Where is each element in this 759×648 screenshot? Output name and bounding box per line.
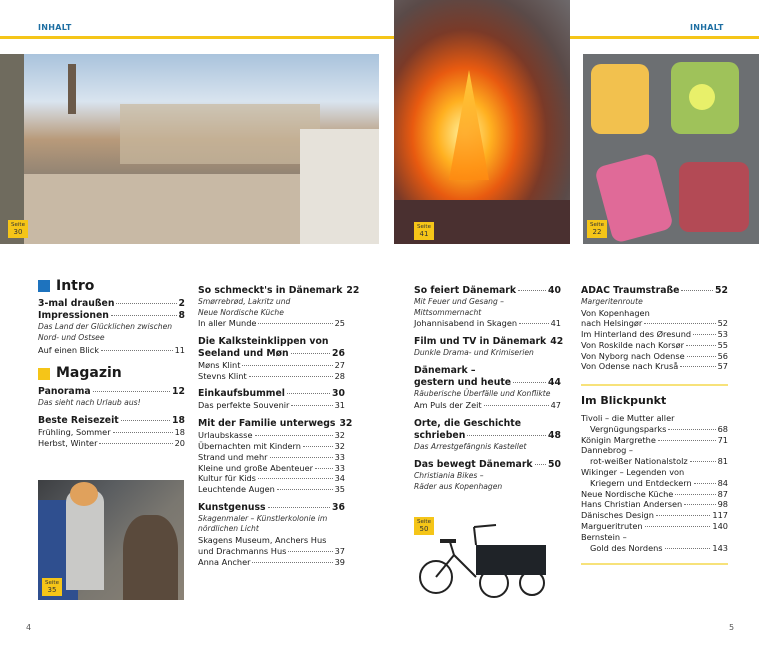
- entry-page: 27: [334, 359, 345, 370]
- badge-label: Seite: [590, 222, 604, 228]
- leader-dots: [518, 290, 546, 291]
- entry-page: 11: [174, 345, 185, 355]
- yellow-square-icon: [38, 368, 50, 380]
- leader-dots: [644, 323, 715, 324]
- leader-dots: [268, 507, 331, 508]
- seite-badge: [414, 222, 434, 240]
- leader-dots: [645, 526, 711, 527]
- spacer: [38, 408, 185, 415]
- entry-page: 53: [717, 329, 728, 340]
- entry-page: 26: [332, 347, 345, 359]
- entry-title: Anna Ancher: [198, 556, 251, 567]
- entry-title: Margueritruten: [581, 521, 643, 532]
- leader-dots: [668, 429, 715, 430]
- entry-title[interactable]: Wikinger – Legenden von: [581, 467, 685, 478]
- toc-entry[interactable]: [581, 351, 728, 362]
- header-rule: [570, 36, 759, 39]
- toc-entry[interactable]: [581, 424, 728, 435]
- entry-title: gestern und heute: [414, 377, 512, 389]
- entry-page: 40: [548, 285, 561, 296]
- entry-page: 52: [717, 318, 728, 329]
- entry-title[interactable]: Orte, die Geschichte: [414, 417, 522, 429]
- toc-entry[interactable]: [581, 361, 728, 372]
- cargo-bike-icon: [414, 515, 554, 605]
- entry-title: Königin Margrethe: [581, 434, 656, 445]
- entry-title: So feiert Dänemark: [414, 285, 517, 296]
- entry-title: Stevns Klint: [198, 370, 247, 381]
- toc-entry[interactable]: [581, 318, 728, 329]
- leader-dots: [687, 356, 716, 357]
- entry-title[interactable]: Tivoli – die Mutter aller: [581, 413, 675, 424]
- smorrebrod-photo: [583, 54, 759, 244]
- leader-dots: [690, 461, 716, 462]
- badge-page: 30: [13, 228, 23, 236]
- entry-title: Beste Reisezeit: [38, 415, 119, 427]
- entry-subtitle: Margeritenroute: [581, 297, 643, 306]
- entry-subtitle: Nord- und Ostsee: [38, 332, 105, 342]
- entry-page: 41: [550, 318, 561, 328]
- log: [123, 515, 178, 600]
- entry-title: und Drachmanns Hus: [198, 545, 287, 556]
- entry-page: 48: [548, 429, 561, 441]
- toc-entry[interactable]: [581, 521, 728, 532]
- entry-page: 98: [717, 499, 728, 510]
- badge-page: 22: [592, 228, 602, 236]
- leader-dots: [242, 365, 332, 366]
- entry-page: 44: [548, 377, 561, 389]
- toc-entry[interactable]: [38, 345, 185, 356]
- toc-entry[interactable]: [38, 438, 185, 449]
- badge-page: 41: [419, 230, 429, 238]
- leader-dots: [665, 548, 711, 549]
- badge-label: Seite: [417, 224, 431, 230]
- toc-entry[interactable]: [198, 473, 345, 484]
- lime: [689, 84, 715, 110]
- leader-dots: [93, 391, 170, 392]
- tower: [68, 64, 76, 114]
- entry-title[interactable]: Skagens Museum, Anchers Hus: [198, 534, 327, 545]
- toc-entry[interactable]: [198, 388, 345, 400]
- leader-dots: [658, 440, 716, 441]
- leader-dots: [288, 551, 332, 552]
- spacer: [198, 381, 345, 388]
- entry-title: schrieben: [414, 429, 466, 441]
- leader-dots: [255, 435, 333, 436]
- entry-title: Panorama: [38, 385, 91, 397]
- blue-square-icon: [38, 280, 50, 292]
- cargo-bike-photo: [414, 515, 554, 605]
- entry-title: Mit der Familie unterwegs: [198, 418, 336, 430]
- entry-page: 33: [334, 451, 345, 462]
- toc-entry[interactable]: [198, 400, 345, 411]
- entry-title: Das bewegt Dänemark: [414, 459, 533, 471]
- leader-dots: [111, 315, 177, 316]
- toc-column-1: [38, 277, 185, 449]
- toc-entry[interactable]: [38, 427, 185, 438]
- entry-subtitle: Das Arrestgefängnis Kastellet: [414, 441, 527, 451]
- section-divider: [581, 563, 728, 565]
- leader-dots: [315, 468, 333, 469]
- entry-subtitle: Mittsommernacht: [414, 307, 482, 317]
- toc-entry[interactable]: [414, 400, 561, 411]
- entry-title: Film und TV in Dänemark: [414, 335, 547, 347]
- toc-entry[interactable]: [198, 463, 345, 474]
- entry-page: 33: [334, 462, 345, 473]
- toc-entry[interactable]: [581, 329, 728, 340]
- entry-title: Neue Nordische Küche: [581, 488, 674, 499]
- leader-dots: [693, 334, 715, 335]
- entry-page: 57: [717, 361, 728, 372]
- seite-badge: [587, 220, 607, 238]
- building-right: [300, 129, 379, 244]
- toc-entry[interactable]: [198, 285, 360, 297]
- toc-entry[interactable]: [198, 371, 345, 382]
- leader-dots: [287, 393, 330, 394]
- entry-title: Leuchtende Augen: [198, 484, 275, 495]
- entry-title: So schmeckt's in Dänemark: [198, 285, 343, 296]
- toc-entry[interactable]: [198, 348, 345, 360]
- toc-entry[interactable]: [38, 310, 185, 322]
- entry-subtitle: Neue Nordische Küche: [198, 307, 284, 317]
- toc-entry[interactable]: [414, 430, 561, 442]
- entry-title: Einkaufsbummel: [198, 388, 285, 400]
- leader-dots: [277, 489, 333, 490]
- leader-dots: [675, 494, 715, 495]
- entry-title: rot-weißer Nationalstolz: [590, 456, 688, 467]
- toc-entry[interactable]: [581, 510, 728, 521]
- entry-page: 52: [715, 285, 728, 296]
- badge-page: 50: [419, 525, 429, 533]
- toc-entry[interactable]: [581, 478, 728, 489]
- spacer: [198, 329, 345, 336]
- page-number-left: 4: [26, 623, 32, 632]
- leader-dots: [258, 478, 333, 479]
- entry-page: 32: [334, 430, 345, 441]
- heading-text: Intro: [56, 277, 95, 294]
- toc-entry[interactable]: [581, 340, 728, 351]
- spacer: [414, 358, 561, 365]
- entry-page: 71: [717, 434, 728, 445]
- seite-badge: [8, 220, 28, 238]
- entry-title[interactable]: Bernstein –: [581, 531, 627, 542]
- entry-page: 32: [339, 418, 353, 430]
- toc-column-2: [198, 285, 360, 567]
- entry-title: Impressionen: [38, 310, 109, 321]
- leader-dots: [680, 366, 715, 367]
- entry-page: 55: [717, 339, 728, 350]
- section-heading-magazin: [38, 365, 185, 382]
- entry-title: Frühling, Sommer: [38, 427, 111, 438]
- entry-page: 22: [346, 285, 360, 296]
- entry-title: Strand und mehr: [198, 451, 268, 462]
- toc-entry[interactable]: [198, 360, 345, 371]
- entry-title: Hans Christian Andersen: [581, 499, 683, 510]
- entry-page: 12: [172, 385, 185, 397]
- entry-title: Kriegern und Entdeckern: [590, 477, 692, 488]
- toc-entry[interactable]: [581, 435, 728, 446]
- header-label: INHALT: [690, 23, 724, 32]
- badge-label: Seite: [11, 222, 25, 228]
- leader-dots: [686, 345, 716, 346]
- copenhagen-square-photo: [0, 54, 379, 244]
- entry-page: 20: [174, 438, 185, 449]
- entry-subtitle: Räder aus Kopenhagen: [414, 481, 503, 491]
- leader-dots: [99, 443, 172, 444]
- leader-dots: [270, 457, 333, 458]
- entry-title: Das perfekte Souvenir: [198, 400, 290, 411]
- entry-title: Kleine und große Abenteuer: [198, 462, 314, 473]
- leader-dots: [684, 504, 715, 505]
- toc-entry[interactable]: [198, 430, 345, 441]
- entry-page: 35: [334, 484, 345, 495]
- entry-page: 56: [717, 350, 728, 361]
- building-left: [0, 54, 24, 244]
- toc-entry[interactable]: [414, 459, 561, 471]
- leader-dots: [694, 483, 716, 484]
- entry-title: Übernachten mit Kindern: [198, 440, 301, 451]
- leader-dots: [121, 420, 170, 421]
- seite-badge: [414, 517, 434, 535]
- entry-title: Von Odense nach Kruså: [581, 361, 679, 372]
- spacer: [198, 411, 345, 418]
- section-heading-intro: [38, 277, 185, 294]
- leader-dots: [101, 350, 173, 351]
- entry-page: 50: [548, 459, 561, 471]
- entry-title: nach Helsingør: [581, 318, 643, 329]
- toc-entry[interactable]: [581, 543, 728, 554]
- entry-title: Møns Klint: [198, 359, 241, 370]
- entry-page: 30: [332, 388, 345, 400]
- entry-subtitle: Mit Feuer und Gesang –: [414, 297, 504, 306]
- entry-title: Dänisches Design: [581, 510, 654, 521]
- toc-entry[interactable]: [581, 499, 728, 510]
- leader-dots: [116, 303, 176, 304]
- leader-dots: [303, 446, 333, 447]
- entry-page: 36: [332, 501, 345, 513]
- entry-title: Im Hinterland des Øresund: [581, 329, 692, 340]
- toc-entry[interactable]: [198, 318, 345, 329]
- toc-entry[interactable]: [38, 386, 185, 398]
- toc-entry[interactable]: [414, 285, 561, 297]
- section-divider: [581, 384, 728, 386]
- toc-entry[interactable]: [198, 484, 345, 495]
- entry-page: 84: [717, 477, 728, 488]
- entry-title: ADAC Traumstraße: [581, 285, 680, 296]
- toc-column-3: [414, 285, 564, 492]
- entry-subtitle: Christiania Bikes –: [414, 471, 484, 481]
- toc-entry[interactable]: [414, 335, 564, 348]
- heading-text: Magazin: [56, 365, 122, 382]
- toc-entry[interactable]: [198, 452, 345, 463]
- entry-subtitle: Dunkle Drama- und Krimiserien: [414, 347, 534, 357]
- leader-dots: [656, 515, 710, 516]
- leader-dots: [513, 382, 546, 383]
- entry-page: 37: [334, 545, 345, 556]
- toc-entry[interactable]: [38, 298, 185, 310]
- entry-subtitle: Das Land der Glücklichen zwischen: [38, 322, 173, 331]
- leader-dots: [535, 464, 546, 465]
- buildings: [120, 104, 320, 164]
- header-rule: [0, 36, 394, 39]
- toc-entry[interactable]: [38, 415, 185, 427]
- badge-label: Seite: [417, 519, 431, 525]
- toc-entry[interactable]: [198, 441, 345, 452]
- section-heading-blickpunkt: Im Blickpunkt: [581, 394, 667, 408]
- leader-dots: [467, 435, 546, 436]
- leader-dots: [484, 405, 549, 406]
- entry-title: Herbst, Winter: [38, 438, 98, 449]
- toc-column-4: [581, 285, 728, 565]
- entry-subtitle: Skagenmaler – Künstlerkolonie im: [198, 513, 328, 523]
- leader-dots: [258, 323, 332, 324]
- entry-title: Seeland und Møn: [198, 347, 289, 359]
- toc-entry[interactable]: [581, 456, 728, 467]
- right-page: [394, 0, 759, 648]
- flame: [449, 70, 489, 180]
- badge-page: 35: [47, 586, 57, 594]
- entry-title: Vergnügungsparks: [590, 423, 667, 434]
- toc-entry[interactable]: [414, 318, 561, 329]
- family-woodwork-photo: [38, 480, 184, 600]
- entry-title: Kultur für Kids: [198, 473, 256, 484]
- entry-title: Kunstgenuss: [198, 501, 266, 513]
- entry-title: Auf einen Blick: [38, 345, 100, 355]
- entry-title[interactable]: Die Kalksteinklippen von: [198, 335, 329, 347]
- leader-dots: [249, 376, 333, 377]
- leader-dots: [291, 405, 332, 406]
- entry-title: Johannisabend in Skagen: [414, 318, 518, 328]
- entry-page: 18: [174, 427, 185, 438]
- entry-subtitle: Smørrebrød, Lakritz und: [198, 297, 291, 306]
- toc-entry[interactable]: [581, 489, 728, 500]
- bonfire-photo: [394, 0, 570, 244]
- entry-page: 8: [178, 310, 185, 321]
- entry-title: Urlaubskasse: [198, 430, 253, 441]
- entry-page: 87: [717, 488, 728, 499]
- page-number-right: 5: [729, 623, 735, 632]
- entry-page: 25: [334, 318, 345, 328]
- badge-label: Seite: [45, 580, 59, 586]
- entry-title[interactable]: Von Kopenhagen: [581, 307, 650, 318]
- toc-entry[interactable]: [198, 418, 353, 430]
- child-hair: [70, 482, 98, 506]
- entry-title: Von Roskilde nach Korsør: [581, 339, 684, 350]
- entry-page: 68: [717, 423, 728, 434]
- entry-page: 39: [334, 556, 345, 567]
- spacer: [414, 329, 561, 336]
- entry-title: Am Puls der Zeit: [414, 399, 482, 410]
- entry-title: 3-mal draußen: [38, 298, 115, 309]
- entry-page: 34: [334, 473, 345, 484]
- entry-title[interactable]: Dannebrog –: [581, 445, 634, 456]
- seite-badge: [42, 578, 62, 596]
- entry-page: 31: [334, 400, 345, 411]
- entry-title: Von Nyborg nach Odense: [581, 350, 685, 361]
- entry-page: 143: [712, 542, 728, 553]
- leader-dots: [681, 290, 713, 291]
- toc-entry[interactable]: [198, 502, 345, 514]
- entry-page: 32: [334, 440, 345, 451]
- spacer: [414, 452, 561, 459]
- entry-page: 18: [172, 415, 185, 427]
- entry-page: 2: [178, 298, 185, 309]
- spacer: [198, 495, 345, 502]
- entry-page: 28: [334, 370, 345, 381]
- spacer: [414, 411, 561, 418]
- entry-page: 47: [550, 399, 561, 410]
- entry-subtitle: nördlichen Licht: [198, 524, 259, 534]
- entry-title: Gold des Nordens: [590, 542, 663, 553]
- sandwich-4: [679, 162, 749, 232]
- header-label: INHALT: [38, 23, 72, 32]
- leader-dots: [252, 562, 332, 563]
- entry-page: 117: [712, 510, 728, 521]
- entry-page: 140: [712, 521, 728, 532]
- square-ground: [24, 174, 300, 244]
- entry-subtitle: Das sieht nach Urlaub aus!: [38, 397, 141, 407]
- entry-title: In aller Munde: [198, 318, 257, 328]
- sandwich-1: [591, 64, 649, 134]
- toc-entry[interactable]: [581, 285, 728, 297]
- entry-page: 42: [550, 335, 564, 347]
- entry-page: 81: [717, 456, 728, 467]
- toc-entry[interactable]: [198, 546, 345, 557]
- entry-title[interactable]: Dänemark –: [414, 365, 476, 377]
- toc-entry[interactable]: [414, 377, 561, 389]
- toc-entry[interactable]: [198, 557, 345, 568]
- leader-dots: [291, 353, 330, 354]
- entry-subtitle: Räuberische Überfälle und Konflikte: [414, 389, 551, 399]
- leader-dots: [113, 432, 173, 433]
- leader-dots: [519, 323, 548, 324]
